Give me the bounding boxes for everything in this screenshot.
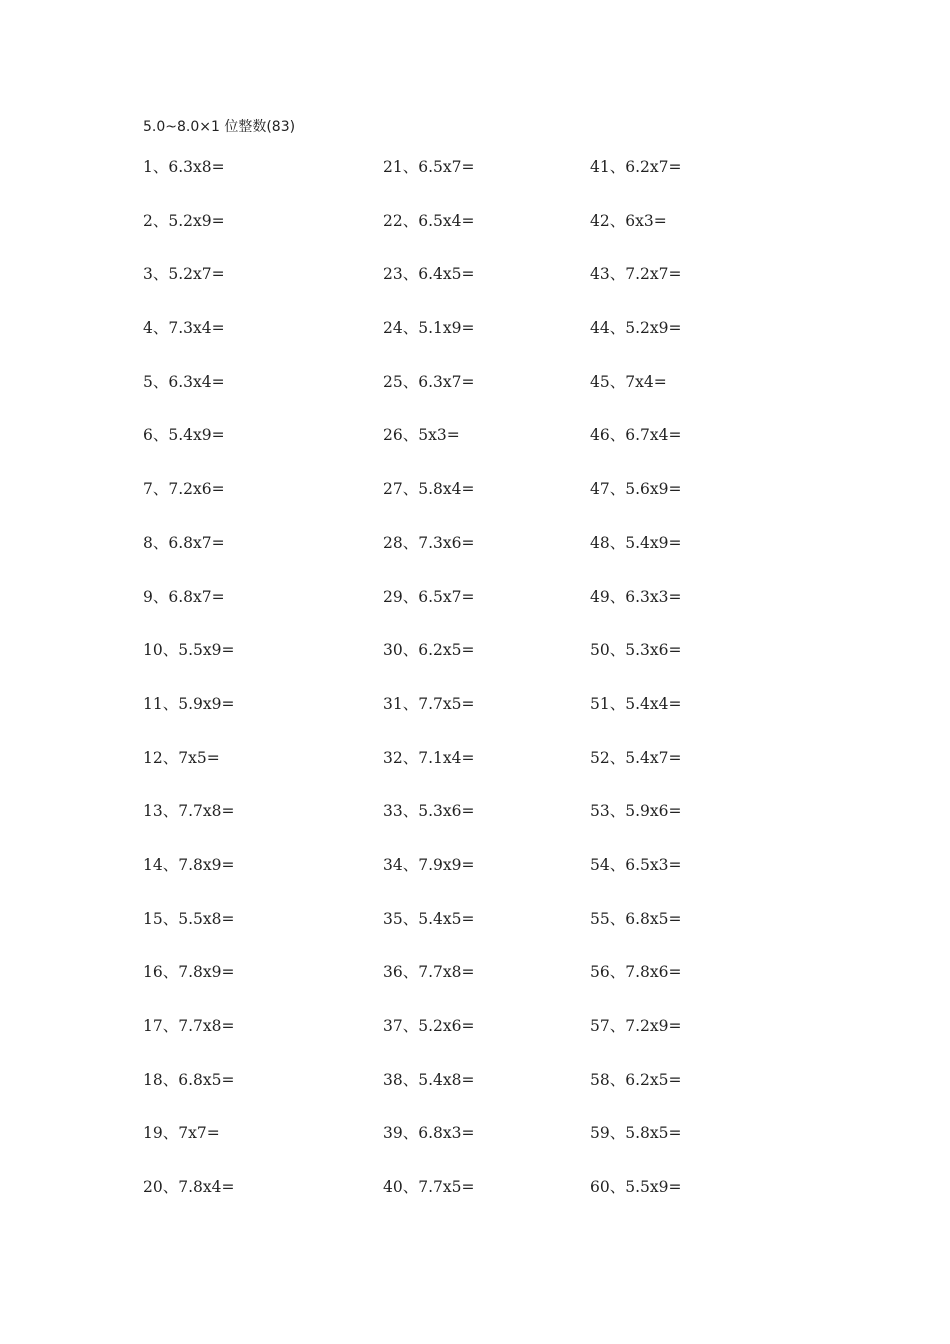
problem-item: 36、7.7x8= [383,963,475,982]
problem-item: 48、5.4x9= [590,533,682,552]
problem-item: 51、5.4x4= [590,694,682,713]
problem-item: 7、7.2x6= [143,480,225,499]
problem-item: 41、6.2x7= [590,158,682,176]
problem-item: 55、6.8x5= [590,909,682,928]
problem-item: 27、5.8x4= [383,480,475,499]
problem-item: 21、6.5x7= [383,158,475,176]
problem-item: 3、5.2x7= [143,265,225,284]
problem-item: 14、7.8x9= [143,855,235,874]
problem-item: 6、5.4x9= [143,426,225,445]
problem-item: 5、6.3x4= [143,372,225,391]
problem-item: 31、7.7x5= [383,694,475,713]
problem-item: 18、6.8x5= [143,1070,235,1089]
problem-item: 13、7.7x8= [143,802,235,821]
problem-item: 52、5.4x7= [590,748,682,767]
problem-item: 56、7.8x6= [590,963,682,982]
problem-item: 58、6.2x5= [590,1070,682,1089]
problem-item: 50、5.3x6= [590,641,682,660]
problem-column-1 [143,157,234,1231]
problem-item: 44、5.2x9= [590,319,682,338]
problem-item: 23、6.4x5= [383,265,475,284]
worksheet-title: 5.0~8.0×1 位整数(83) [143,119,296,135]
problem-item: 33、5.3x6= [383,802,475,821]
problem-item: 29、6.5x7= [383,587,475,606]
problem-item: 37、5.2x6= [383,1017,475,1035]
problem-item: 59、5.8x5= [590,1124,682,1143]
problem-item: 22、6.5x4= [383,211,475,230]
problem-item: 54、6.5x3= [590,855,682,874]
problem-item: 19、7x7= [143,1124,220,1143]
problem-item: 26、5x3= [383,426,460,445]
problem-item: 43、7.2x7= [590,265,682,284]
problem-item: 25、6.3x7= [383,372,475,391]
problem-item: 12、7x5= [143,748,220,767]
problem-item: 2、5.2x9= [143,211,225,230]
problem-item: 32、7.1x4= [383,748,475,767]
problem-item: 24、5.1x9= [383,319,475,338]
problem-item: 30、6.2x5= [383,641,475,660]
problem-item: 10、5.5x9= [143,641,235,660]
problem-item: 39、6.8x3= [383,1124,475,1143]
problem-item: 34、7.9x9= [383,855,475,874]
problem-item: 42、6x3= [590,211,667,230]
problem-item: 40、7.7x5= [383,1178,475,1197]
problem-item: 11、5.9x9= [143,694,235,713]
problem-item: 38、5.4x8= [383,1070,475,1089]
problem-item: 8、6.8x7= [143,533,225,552]
problem-item: 17、7.7x8= [143,1017,235,1035]
problem-item: 28、7.3x6= [383,533,475,552]
problem-item: 47、5.6x9= [590,480,682,499]
problem-column-3 [590,157,681,1231]
problem-item: 35、5.4x5= [383,909,475,928]
problem-item: 46、6.7x4= [590,426,682,445]
problem-item: 57、7.2x9= [590,1017,682,1035]
problem-item: 16、7.8x9= [143,963,235,982]
problem-item: 49、6.3x3= [590,587,682,606]
problem-column-2 [383,157,474,1231]
problem-item: 60、5.5x9= [590,1178,682,1197]
problem-item: 15、5.5x8= [143,909,235,928]
problem-item: 45、7x4= [590,372,667,391]
problem-item: 53、5.9x6= [590,802,682,821]
problem-item: 1、6.3x8= [143,158,225,176]
problem-item: 9、6.8x7= [143,587,225,606]
problem-item: 20、7.8x4= [143,1178,235,1197]
problem-item: 4、7.3x4= [143,319,225,338]
